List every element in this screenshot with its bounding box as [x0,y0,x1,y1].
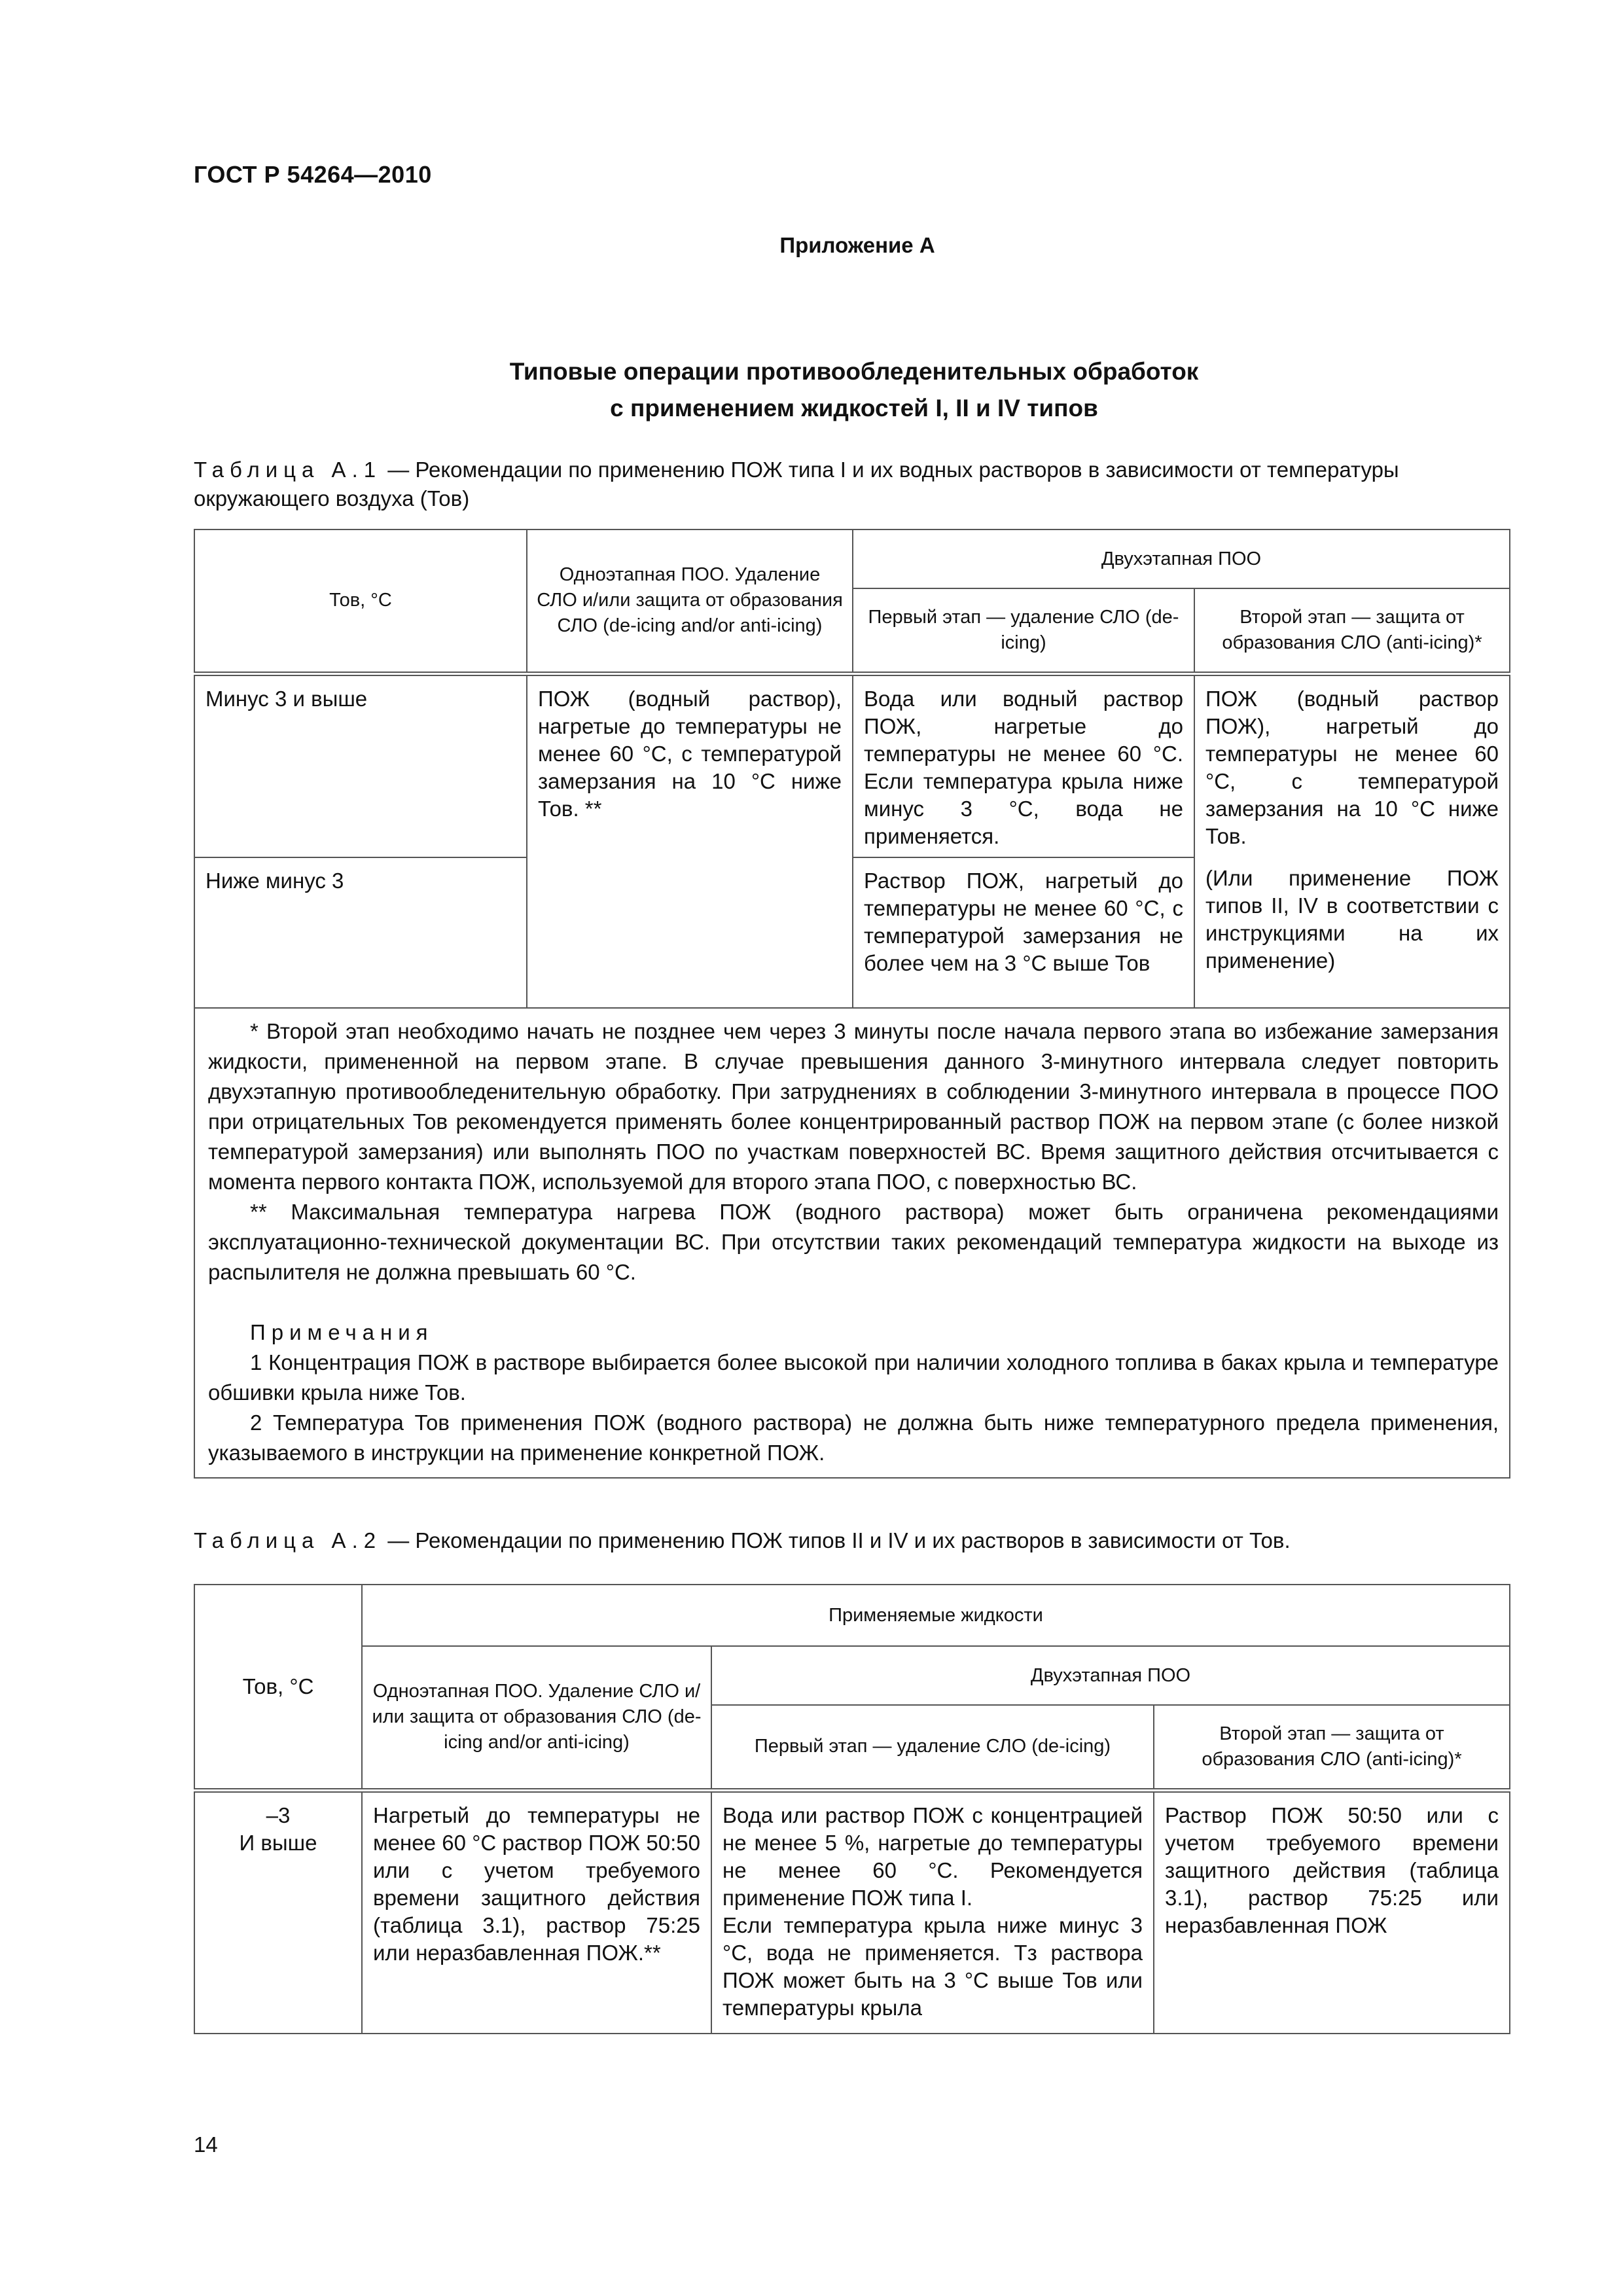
page-number: 14 [194,2132,218,2157]
t1-footnote-2: ** Максимальная температура нагрева ПОЖ (водного раствора) может быть ограничена рекомендациями эксплуатационно-технической документации ВС. При отсутствии таких рекомендаций температура жидкости на выходе из распылителя не должна превышать 60 °С. [208,1199,1499,1284]
t2-header-one-stage: Одноэтапная ПОО. Удаление СЛО и/или защита от образования СЛО (de-icing and/or anti-icing) [362,1646,711,1790]
appendix-title [0,353,1623,427]
table1-caption-label: Таблица А.1 [194,457,382,482]
t2-row-tov-line2: И выше [239,1830,317,1855]
t1-header-two-stage: Двухэтапная ПОО [853,529,1510,588]
t1-note-1: 1 Концентрация ПОЖ в растворе выбирается более высокой при наличии холодного топлива в баках крыла и температуре обшивки крыла ниже Тов. [208,1350,1499,1405]
document-code: ГОСТ Р 54264—2010 [194,161,432,188]
appendix-heading: Приложение А [779,233,935,257]
t1-row1-tov: Минус 3 и выше [194,673,527,857]
table-a2 [194,1584,1510,2034]
t1-header-one-stage: Одноэтапная ПОО. Удаление СЛО и/или защита от образования СЛО (de-icing and/or anti-icing) [527,529,853,673]
t2-row-second-stage: Раствор ПОЖ 50:50 или с учетом требуемого времени защитного действия (таблица 3.1), раствор 75:25 или неразбавленная ПОЖ [1154,1790,1510,2034]
t1-row2-tov: Ниже минус 3 [194,857,527,1008]
t1-header-first-stage: Первый этап — удаление СЛО (de-icing) [853,588,1194,673]
t2-header-first-stage: Первый этап — удаление СЛО (de-icing) [711,1705,1154,1790]
table2-caption [194,1526,1509,1555]
t1-notes-title: Примечания [250,1319,434,1344]
t1-second-stage-cell [1194,673,1510,1008]
t1-note-2: 2 Температура Тов применения ПОЖ (водного раствора) не должна быть ниже температурного предела применения, указываемого в инструкции на применение конкретной ПОЖ. [208,1410,1499,1465]
t2-row-first-stage-a: Вода или раствор ПОЖ с концентрацией не менее 5 %, нагретые до температуры не менее 60 °С. Рекомендуется применение ПОЖ типа I. [722,1803,1143,1910]
t1-second-stage-text: ПОЖ (водный раствор ПОЖ), нагретый до температуры не менее 60 °С, с температурой замерзания на 10 °С ниже Тов. [1205,686,1499,848]
t1-notes-cell [194,1008,1510,1478]
t1-row1-first-stage: Вода или водный раствор ПОЖ, нагретые до температуры не менее 60 °С. Если температура крыла ниже минус 3 °С, вода не применяется. [853,673,1194,857]
t2-row-tov-line1: –3 [266,1803,291,1827]
t2-header-second-stage: Второй этап — защита от образования СЛО (anti-icing)* [1154,1705,1510,1790]
table2-caption-label: Таблица А.2 [194,1528,382,1552]
title-line-2: с применением жидкостей I, II и IV типов [610,395,1098,422]
t2-row-first-stage-b: Если температура крыла ниже минус 3 °С, вода не применяется. Тз раствора ПОЖ может быть на 3 °С выше Тов или температуры крыла [722,1912,1143,2020]
t1-row1-one-stage: ПОЖ (водный раствор), нагретые до температуры не менее 60 °С, с температурой замерзания на 10 °С ниже Тов. ** [527,673,853,1008]
t1-header-tov: Тов, °С [194,529,527,673]
t1-second-stage-alt: (Или применение ПОЖ типов II, IV в соответствии с инструкциями на их применение) [1205,865,1499,973]
t1-footnote-1: * Второй этап необходимо начать не позднее чем через 3 минуты после начала первого этапа во избежание замерзания жидкости, примененной на первом этапе. В случае превышения данного 3-минутного интервала следует повторить двухэтапную противообледенительную обработку. При затруднениях в соблюдении 3-минутного интервала в процессе ПОО при отрицательных Тов рекомендуется применять более концентрированный раствор ПОЖ на первом этапе (с более низкой температурой замерзания) или выполнять ПОО по участкам поверхностей ВС. Время защитного действия отсчитывается с момента первого контакта ПОЖ, используемой для второго этапа ПОО, с поверхностью ВС. [208,1018,1499,1194]
table-a1 [194,529,1510,1479]
t2-row-first-stage [711,1790,1154,2034]
title-line-1: Типовые операции противообледенительных обработок [509,358,1199,385]
t2-row-one-stage: Нагретый до температуры не менее 60 °С раствор ПОЖ 50:50 или с учетом требуемого времени защитного действия (таблица 3.1), раствор 75:25 или неразбавленная ПОЖ.** [362,1790,711,2034]
t2-header-two-stage: Двухэтапная ПОО [711,1646,1510,1705]
t1-row2-first-stage: Раствор ПОЖ, нагретый до температуры не менее 60 °С, с температурой замерзания не более чем на 3 °С выше Тов [853,857,1194,1008]
t2-header-fluids: Применяемые жидкости [362,1585,1510,1646]
t2-row-tov [194,1790,362,2034]
table1-caption [194,456,1509,513]
t1-header-second-stage: Второй этап — защита от образования СЛО (anti-icing)* [1194,588,1510,673]
table2-caption-text: — Рекомендации по применению ПОЖ типов II и IV и их растворов в зависимости от Тов. [382,1528,1291,1552]
t2-header-tov: Тов, °С [194,1585,362,1790]
table1-caption-text: — Рекомендации по применению ПОЖ типа I и их водных растворов в зависимости от температуры окружающего воздуха (Тов) [194,457,1399,511]
